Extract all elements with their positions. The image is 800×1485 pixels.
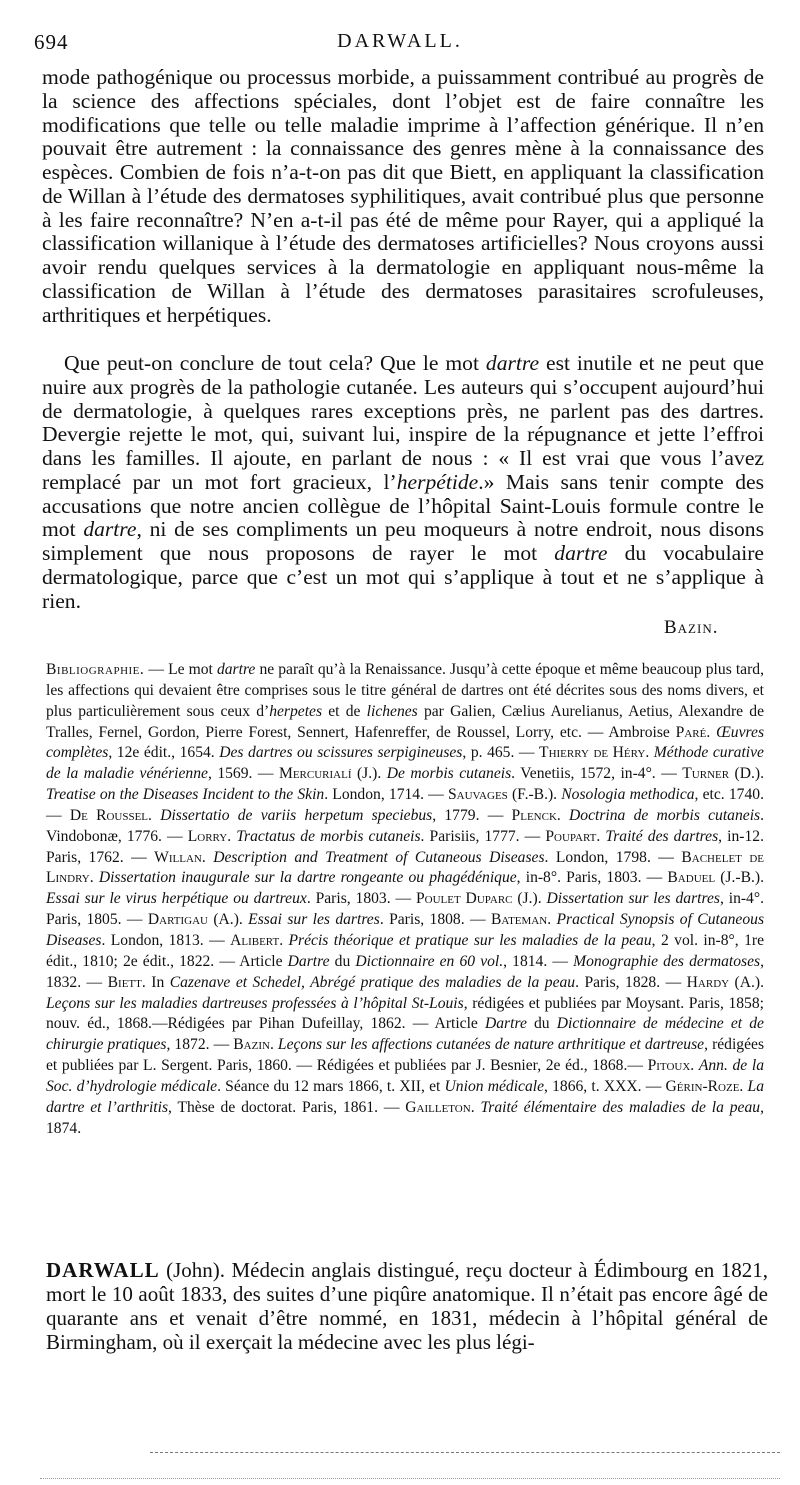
running-head: DARWALL. xyxy=(337,30,463,52)
paragraph-conclusion: Que peut-on conclure de tout cela? Que le mot dartre est inutile et ne peut que nuire aux progrès de la pathologie cutanée. Les auteurs qui s’occupent aujourd’hui de dermatologie, à quelques rares exceptions près, ne parlent pas des dartres. Devergie rejette le mot, qui, suivant lui, inspire de la répugnance et jette l’effroi dans les familles. Il ajoute, en parlant de nous : « Il est vrai que vous l’avez remplacé par un mot fort gracieux, l’herpétide.» Mais sans tenir compte des accusations que notre ancien collègue de l’hôpital Saint-Louis formule contre le mot dartre, ni de ses compliments un peu moqueurs à notre endroit, nous disons simplement que nous proposons de rayer le mot dartre du vocabulaire dermatologique, parce que c’est un mot qui s’applique à tout et ne s’applique à rien. xyxy=(42,351,764,613)
bibliography-label: Bibliographie. xyxy=(46,661,145,678)
bibliography: Bibliographie. — Le mot dartre ne paraît qu’à la Renaissance. Jusqu’à cette époque et même beaucoup plus tard, les affections qui devaient être comprises sous le titre général de dartres ont été décrites sous des noms divers, et plus particulièrement sous ceux d’herpetes et de lichenes par Galien, Cælius Aurelianus, Aetius, Alexandre de Tralles, Fernel, Gordon, Pierre Forest, Sennert, Hafenreffer, de Roussel, Lorry, etc. — Ambroise Paré. Œuvres complètes, 12e édit., 1654. Des dartres ou scissures serpigineuses, p. 465. — Thierry de Héry. Méthode curative de la maladie vénérienne, 1569. — Mercurialí (J.). De morbis cutaneis. Venetiis, 1572, in-4°. — Turner (D.). Treatise on the Diseases Incident to the Skin. London, 1714. — Sauvages (F.-B.). Nosologia methodica, etc. 1740. — De Roussel. Dissertatio de variis herpetum speciebus, 1779. — Plenck. Doctrina de morbis cutaneis. Vindobonæ, 1776. — Lorry. Tractatus de morbis cutaneis. Parisiis, 1777. — Poupart. Traité des dartres, in-12. Paris, 1762. — Willan. Description and Treatment of Cutaneous Diseases. London, 1798. — Bachelet de Lindry. Dissertation inaugurale sur la dartre rongeante ou phagédénique, in-8°. Paris, 1803. — Baduel (J.-B.). Essai sur le virus herpétique ou dartreux. Paris, 1803. — Poulet Duparc (J.). Dissertation sur les dartres, in-4°. Paris, 1805. — Dartigau (A.). Essai sur les dartres. Paris, 1808. — Bateman. Practical Synopsis of Cutaneous Diseases. London, 1813. — Alibert. Précis théorique et pratique sur les maladies de la peau, 2 vol. in-8°, 1re édit., 1810; 2e édit., 1822. — Article Dartre du Dictionnaire en 60 vol., 1814. — Monographie des dermatoses, 1832. — Biett. In Cazenave et Schedel, Abrégé pratique des maladies de la peau. Paris, 1828. — Hardy (A.). Leçons sur les maladies dartreuses professées à l’hôpital St-Louis, rédigées et publiées par Moysant. Paris, 1858; nouv. éd., 1868.—Rédigées par Pihan Dufeillay, 1862. — Article Dartre du Dictionnaire de médecine et de chirurgie pratiques, 1872. — Bazin. Leçons sur les affections cutanées de nature arthritique et dartreuse, rédigées et publiées par L. Sergent. Paris, 1860. — Rédigées et publiées par J. Besnier, 2e éd., 1868.— Pitoux. Ann. de la Soc. d’hydrologie médicale. Séance du 12 mars 1866, t. XII, et Union médicale, 1866, t. XXX. — Gérin-Roze. La dartre et l’arthritis, Thèse de doctorat. Paris, 1861. — Gailleton. Traité élémentaire des maladies de la peau, 1874. xyxy=(46,661,765,1137)
page-number: 694 xyxy=(34,30,69,54)
entry-darwall xyxy=(46,1258,768,1354)
entry-text: (John). Médecin anglais distingué, reçu docteur à Édimbourg en 1821, mort le 10 août 1833, des suites d’une piqûre anatomique. Il n’était pas encore âgé de quarante ans et venait d’être nommé, en 1831, médecin à l’hôpital général de Birmingham, où il exerçait la médecine avec les plus légi- xyxy=(46,1258,768,1354)
paragraph-classification: mode pathogénique ou processus morbide, a puissamment contribué au progrès de la science des affections spéciales, dont l’objet est de faire connaître les modifications que telle ou telle maladie imprime à l’affection générique. Il n’en pouvait être autrement : la connaissance des genres mène à la connaissance des espèces. Combien de fois n’a-t-on pas dit que Biett, en appliquant la classification de Willan à l’étude des dermatoses syphilitiques, avait contribué plus que personne à les faire reconnaître? N’en a-t-il pas été de même pour Rayer, qui a appliqué la classification willanique à l’étude des dermatoses artificielles? Nous croyons aussi avoir rendu quelques services à la dermatologie en appliquant nous-même la classification de Willan à l’étude des dermatoses parasitaires scrofuleuses, arthritiques et herpétiques. xyxy=(42,65,764,327)
footer-rule-bottom xyxy=(40,1478,780,1479)
author-signature: Bazin. xyxy=(664,617,719,638)
page-header xyxy=(30,30,770,56)
entry-headword: DARWALL xyxy=(46,1258,160,1282)
footer-rule xyxy=(150,1452,780,1453)
